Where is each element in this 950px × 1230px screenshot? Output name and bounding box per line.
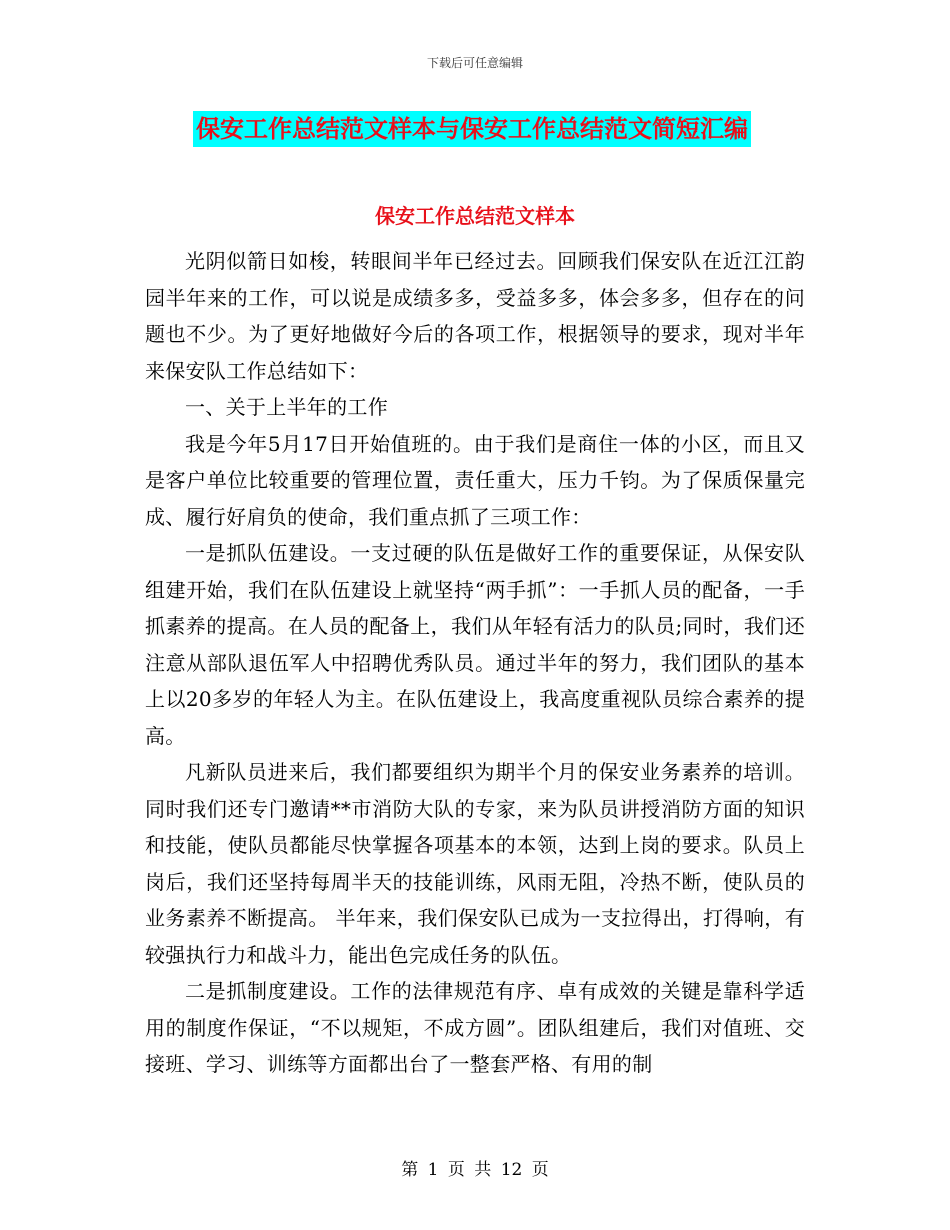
paragraph: 一是抓队伍建设。一支过硬的队伍是做好工作的重要保证，从保安队组建开始，我们在队伍建设上就坚持“两手抓”：一手抓人员的配备，一手抓素养的提高。在人员的配备上，我们从年轻有活力的队员;同时，我们还注意从部队退伍军人中招聘优秀队员。通过半年的努力，我们团队的基本上以20多岁的年轻人为主。在队伍建设上，我高度重视队员综合素养的提高。 bbox=[145, 541, 805, 748]
paragraph: 一、关于上半年的工作 bbox=[185, 395, 388, 419]
page-footer: 第 1 页 共 12 页 bbox=[401, 1160, 549, 1180]
paragraph: 光阴似箭日如梭，转眼间半年已经过去。回顾我们保安队在近江江韵园半年来的工作，可以说是成绩多多，受益多多，体会多多，但存在的问题也不少。为了更好地做好今后的各项工作，根据领导的要求，现对半年来保安队工作总结如下： bbox=[145, 249, 805, 383]
paragraph: 二是抓制度建设。工作的法律规范有序、卓有成效的关键是靠科学适用的制度作保证，“不以规矩，不成方圆”。团队组建后，我们对值班、交接班、学习、训练等方面都出台了一整套严格、有用的制 bbox=[145, 979, 805, 1076]
section-title: 保安工作总结范文样本 bbox=[375, 204, 575, 228]
paragraph: 凡新队员进来后，我们都要组织为期半个月的保安业务素养的培训。同时我们还专门邀请**市消防大队的专家，来为队员讲授消防方面的知识和技能，使队员都能尽快掌握各项基本的本领，达到上岗的要求。队员上岗后，我们还坚持每周半天的技能训练，风雨无阻，冷热不断，使队员的业务素养不断提高。 半年来，我们保安队已成为一支拉得出，打得响，有较强执行力和战斗力，能出色完成任务的队伍。 bbox=[145, 760, 805, 967]
paragraph: 我是今年5月17日开始值班的。由于我们是商住一体的小区，而且又是客户单位比较重要的管理位置，责任重大，压力千钧。为了保质保量完成、履行好肩负的使命，我们重点抓了三项工作： bbox=[145, 431, 805, 529]
document-title: 保安工作总结范文样本与保安工作总结范文简短汇编 bbox=[193, 111, 751, 147]
document-body bbox=[145, 243, 805, 1083]
header-note: 下载后可任意编辑 bbox=[426, 56, 523, 70]
